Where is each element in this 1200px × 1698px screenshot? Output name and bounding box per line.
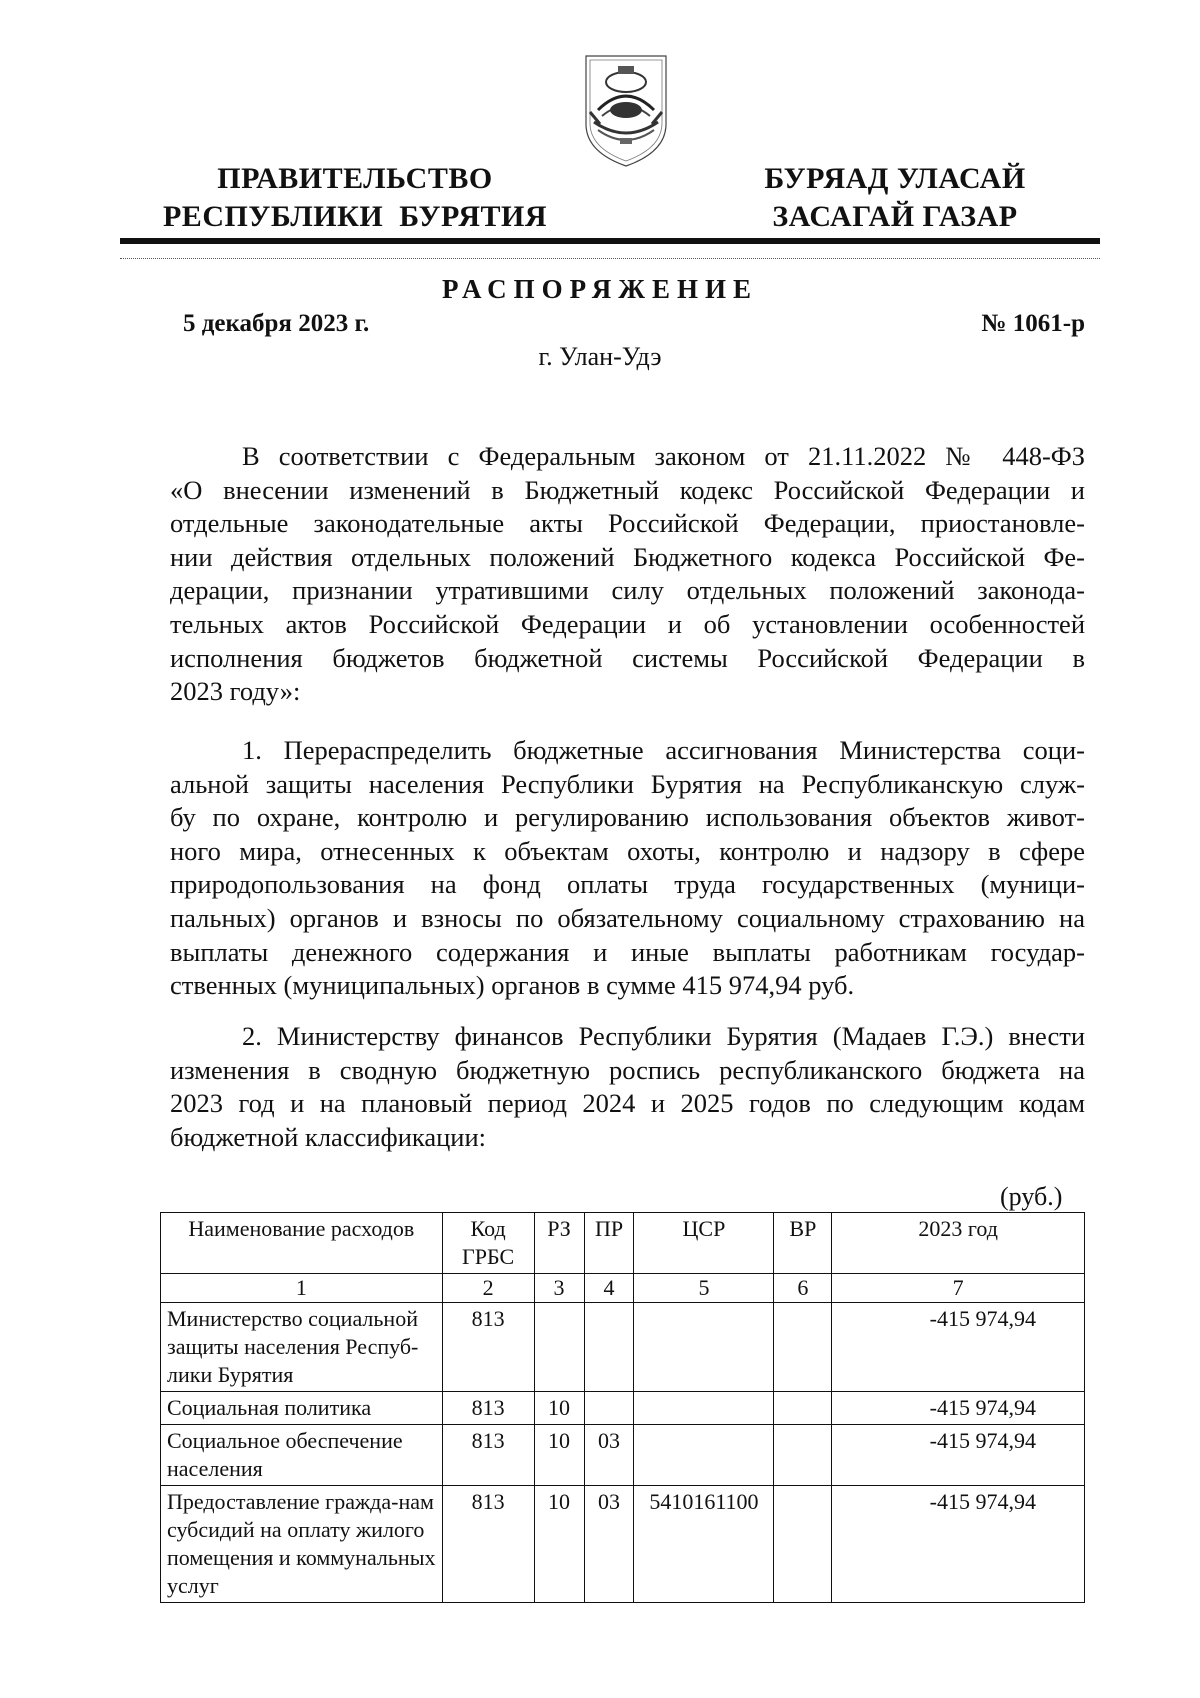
vr-cell (774, 1303, 832, 1392)
table-column-number-row (161, 1274, 1085, 1303)
amount-cell: -415 974,94 (832, 1303, 1085, 1392)
csr-cell (634, 1425, 774, 1486)
column-number-cell: 5 (634, 1274, 774, 1303)
grbs-cell: 813 (442, 1486, 534, 1603)
item-2-line: 2023 год и на плановый период 2024 и 2025 годов по следующим кодам (170, 1088, 1085, 1119)
item-1-line: пальных) органов и взносы по обязательному социальному страхованию на (170, 902, 1085, 933)
item-1-line: альной защиты населения Республики Бурятия на Республиканскую служ- (170, 768, 1085, 799)
vr-cell (774, 1425, 832, 1486)
vr-cell (774, 1392, 832, 1425)
item-1-line: выплаты денежного содержания и иные выплаты работникам государ- (170, 936, 1085, 967)
csr-cell: 5410161100 (634, 1486, 774, 1603)
item-2-paragraph (170, 1020, 1085, 1154)
header-cell: Наименование расходов (161, 1213, 443, 1274)
item-1-line: ственных (муниципальных) органов в сумме 415 974,94 руб. (170, 970, 855, 1001)
preamble-line: исполнения бюджетов бюджетной системы Российской Федерации в (170, 642, 1085, 673)
column-number-cell: 3 (534, 1274, 584, 1303)
header-cell: РЗ (534, 1213, 584, 1274)
amount-cell: -415 974,94 (832, 1486, 1085, 1603)
amount-cell: -415 974,94 (832, 1392, 1085, 1425)
document-number: № 1061-р (981, 310, 1085, 337)
header-rule-thick (120, 238, 1100, 244)
preamble-paragraph (170, 440, 1085, 709)
amount-cell: -415 974,94 (832, 1425, 1085, 1486)
header-cell: ЦСР (634, 1213, 774, 1274)
government-name-russian (155, 160, 555, 236)
table-header-row (161, 1213, 1085, 1274)
column-number-cell: 1 (161, 1274, 443, 1303)
preamble-line: дерации, признании утратившими силу отдельных положений законода- (170, 575, 1085, 606)
grbs-cell: 813 (442, 1392, 534, 1425)
table-row (161, 1303, 1085, 1392)
pr-cell: 03 (584, 1486, 634, 1603)
preamble-line: В соответствии с Федеральным законом от 21.11.2022 № 448-ФЗ (242, 441, 1085, 471)
csr-cell (634, 1392, 774, 1425)
header-right-line-1: БУРЯАД УЛАСАЙ (764, 162, 1026, 195)
expense-name-cell: Социальное обеспечение населения (161, 1425, 443, 1486)
budget-classification-table (160, 1212, 1085, 1603)
government-name-buryat (730, 160, 1060, 236)
item-1-line: природопользования на фонд оплаты труда государственных (муници- (170, 869, 1085, 900)
pr-cell (584, 1392, 634, 1425)
expense-name-cell: Предоставление гражда-нам субсидий на оплату жилого помещения и коммунальных услуг (161, 1486, 443, 1603)
document-date: 5 декабря 2023 г. (183, 310, 370, 337)
item-2-line: бюджетной классификации: (170, 1121, 487, 1152)
item-1-line: бу по охране, контролю и регулированию использования объектов живот- (170, 802, 1085, 833)
item-2-line: 2. Министерству финансов Республики Бурятия (Мадаев Г.Э.) внести (242, 1021, 1085, 1051)
grbs-cell: 813 (442, 1303, 534, 1392)
table-row (161, 1392, 1085, 1425)
csr-cell (634, 1303, 774, 1392)
table-row (161, 1486, 1085, 1603)
item-1-line: ного мира, отнесенных к объектам охоты, контролю и надзору в сфере (170, 835, 1085, 866)
expense-name-cell: Министерство социальной защиты населения Респуб-лики Бурятия (161, 1303, 443, 1392)
column-number-cell: 2 (442, 1274, 534, 1303)
table-row (161, 1425, 1085, 1486)
header-cell: ВР (774, 1213, 832, 1274)
table-unit-label: (руб.) (1000, 1182, 1063, 1211)
coat-of-arms-emblem (580, 52, 672, 170)
preamble-line: нии действия отдельных положений Бюджетного кодекса Российской Фе- (170, 541, 1085, 572)
expense-name-cell: Социальная политика (161, 1392, 443, 1425)
rz-cell (534, 1303, 584, 1392)
pr-cell (584, 1303, 634, 1392)
item-1-paragraph (170, 734, 1085, 1003)
document-type-title: РАСПОРЯЖЕНИЕ (441, 274, 759, 304)
vr-cell (774, 1486, 832, 1603)
header-left-line-2: РЕСПУБЛИКИ БУРЯТИЯ (162, 200, 548, 233)
grbs-cell: 813 (442, 1425, 534, 1486)
preamble-line: 2023 году»: (170, 676, 301, 707)
column-number-cell: 6 (774, 1274, 832, 1303)
preamble-line: отдельные законодательные акты Российской Федерации, приостановле- (170, 508, 1085, 539)
header-cell: Код ГРБС (442, 1213, 534, 1274)
header-cell: ПР (584, 1213, 634, 1274)
header-rule-thin (120, 258, 1100, 261)
rz-cell: 10 (534, 1392, 584, 1425)
header-right-line-2: ЗАСАГАЙ ГАЗАР (772, 200, 1018, 233)
item-2-line: изменения в сводную бюджетную роспись республиканского бюджета на (170, 1054, 1085, 1085)
column-number-cell: 4 (584, 1274, 634, 1303)
rz-cell: 10 (534, 1486, 584, 1603)
header-left-line-1: ПРАВИТЕЛЬСТВО (217, 162, 493, 195)
document-city: г. Улан-Удэ (538, 342, 662, 371)
preamble-line: тельных актов Российской Федерации и об установлении особенностей (170, 608, 1085, 639)
pr-cell: 03 (584, 1425, 634, 1486)
rz-cell: 10 (534, 1425, 584, 1486)
item-1-line: 1. Перераспределить бюджетные ассигнования Министерства соци- (242, 735, 1085, 765)
preamble-line: «О внесении изменений в Бюджетный кодекс Российской Федерации и (170, 474, 1085, 505)
header-cell: 2023 год (832, 1213, 1085, 1274)
column-number-cell: 7 (832, 1274, 1085, 1303)
